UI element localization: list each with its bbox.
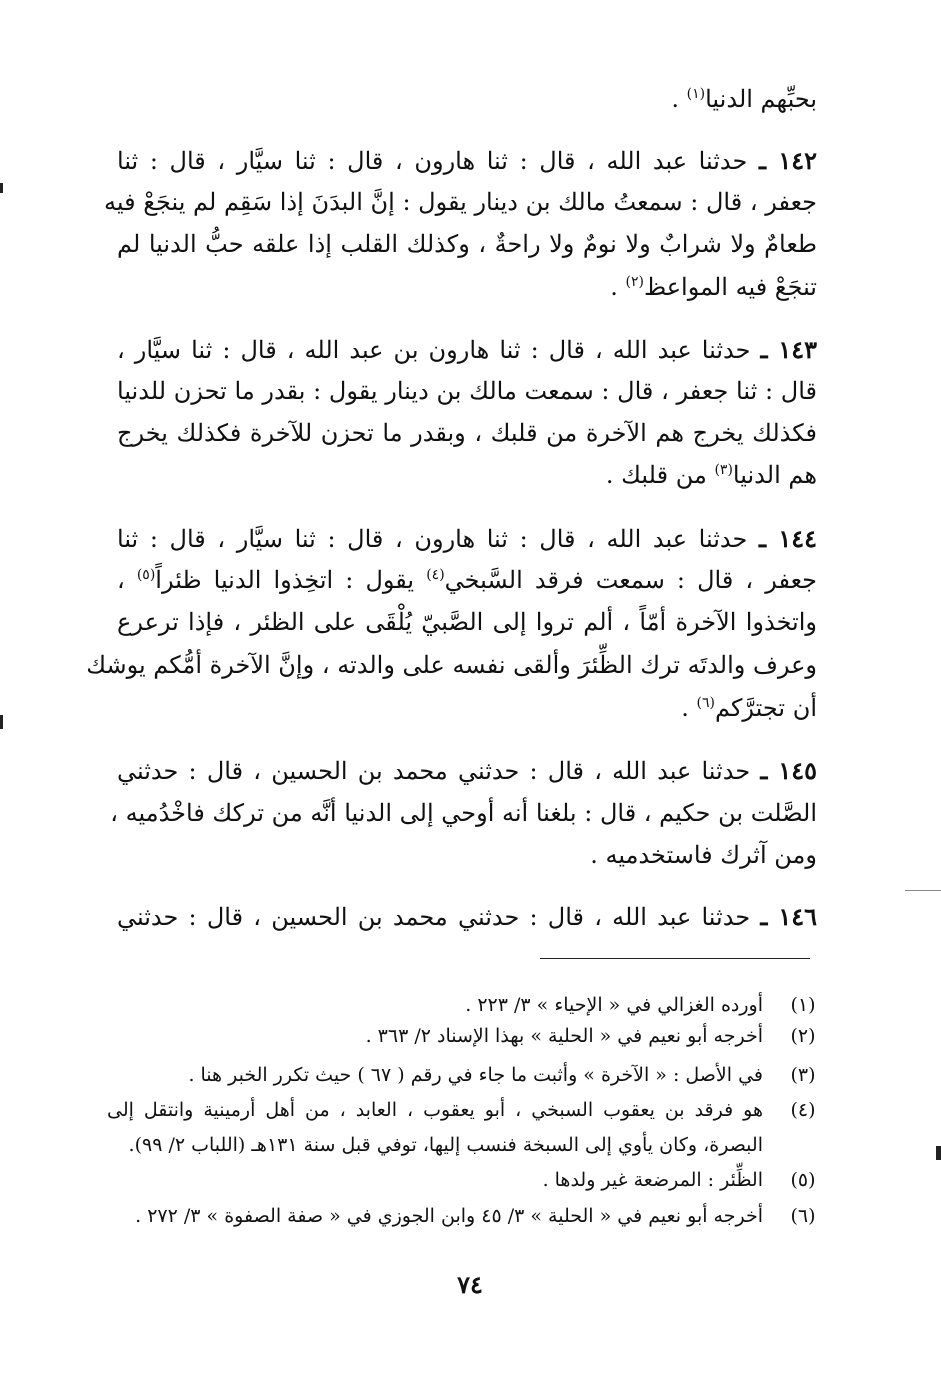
line-text: حدثنا عبد الله ، قال : ثنا هارون بن عبد الله ، قال : ثنا سيَّار ، [117, 336, 751, 364]
footnote-text: في الأصل : « الآخرة » وأثبت ما جاء في رقم ( ٦٧ ) حيث تكرر الخبر هنا . [188, 1064, 763, 1086]
paragraph-number: ١٤٣ ـ [760, 335, 817, 364]
text-line [110, 798, 817, 828]
line-text: حدثنا عبد الله ، قال : ثنا هارون ، قال : ثنا سيَّار ، قال : ثنا [117, 525, 748, 553]
line-text: تنجَعْ فيه المواعظ [643, 273, 817, 301]
scan-mark [0, 715, 3, 729]
text-line [117, 756, 817, 786]
text-line [117, 146, 817, 176]
text-line [117, 229, 817, 259]
line-tail: من قلبك . [605, 461, 715, 489]
paragraph-number: ١٤٢ ـ [758, 146, 817, 175]
footnote-text: الظِّئر : المرضعة غير ولدها . [542, 1169, 763, 1191]
text-line [117, 607, 817, 637]
text-line [86, 650, 817, 680]
scan-mark [0, 183, 3, 193]
text-line [117, 272, 817, 302]
text-line [104, 187, 817, 217]
footnote-ref: (٤) [426, 567, 445, 583]
footnote-number: (٥) [790, 1169, 816, 1191]
line-text: حدثنا عبد الله ، قال : حدثني محمد بن الحسين ، قال : حدثني [117, 903, 751, 931]
line-text: وعرف والدتَه ترك الظِّئرَ وألقى نفسه على والدته ، وإنَّ الآخرة أمُّكم يوشك [86, 651, 817, 679]
line-text: حدثنا عبد الله ، قال : ثنا هارون ، قال : ثنا سيَّار ، قال : ثنا [117, 147, 748, 175]
line-tail: . [671, 85, 687, 113]
line-text: بحبِّهم الدنيا [705, 85, 817, 113]
paragraph-number: ١٤٥ ـ [760, 756, 817, 785]
text-line [117, 840, 817, 870]
line-text: ومن آثرك فاستخدميه . [590, 841, 817, 869]
footnote-ref: (٢) [625, 274, 644, 290]
line-tail: . [610, 273, 626, 301]
footnote-number: (٤) [790, 1099, 816, 1121]
line-text: حدثنا عبد الله ، قال : حدثني محمد بن الحسين ، قال : حدثني [117, 757, 751, 785]
line-tail: ، [117, 566, 137, 594]
line-text: الصَّلت بن حكيم ، قال : بلغنا أنه أوحي إلى الدنيا أنَّه من تركك فاخْدُميه ، [110, 799, 817, 827]
scan-mark [905, 890, 941, 891]
page-number: ٧٤ [457, 1270, 483, 1299]
line-tail: يقول : اتخِذوا الدنيا ظئراً [155, 566, 427, 594]
text-line [117, 524, 817, 554]
footnote-number: (٢) [790, 1025, 816, 1047]
footnote-text: البصرة، وكان يأوي إلى السبخة فنسب إليها، توفي قبل سنة ١٣١هـ (اللباب ٢/ ٩٩). [128, 1134, 763, 1156]
footnote-ref: (٥) [136, 567, 156, 583]
text-line [117, 84, 817, 114]
scan-mark [936, 1146, 941, 1160]
line-text: واتخذوا الآخرة أمّاً ، ألم تروا إلى الصَّبيّ يُلْقَى على الظئر ، فإذا ترعرع [117, 608, 817, 636]
text-line [117, 565, 817, 595]
line-text: جعفر ، قال : سمعتُ مالك بن دينار يقول : إنَّ البدَنَ إذا سَقِم لم ينجَعْ فيه [104, 188, 817, 216]
line-text: أن تجترَّكم [715, 694, 817, 722]
text-line [117, 693, 817, 723]
text-line [117, 418, 817, 448]
text-line [117, 902, 817, 932]
paragraph-number: ١٤٤ ـ [758, 524, 817, 553]
footnote-number: (٣) [790, 1064, 816, 1086]
footnote-number: (٦) [790, 1205, 816, 1227]
footnote-ref: (٣) [714, 462, 733, 478]
line-text: فكذلك يخرج هم الآخرة من قلبك ، وبقدر ما تحزن للآخرة فكذلك يخرج [117, 419, 817, 447]
footnote-number: (١) [790, 994, 816, 1016]
footnote-text: أخرجه أبو نعيم في « الحلية » ٣/ ٤٥ وابن الجوزي في « صفة الصفوة » ٣/ ٢٧٢ . [135, 1205, 763, 1227]
paragraph-number: ١٤٦ ـ [760, 902, 817, 931]
footnote-text: أخرجه أبو نعيم في « الحلية » بهذا الإسناد ٢/ ٣٦٣ . [365, 1025, 763, 1047]
footnote-separator [540, 958, 810, 959]
line-text: طعامٌ ولا شرابٌ ولا نومٌ ولا راحةٌ ، وكذلك القلب إذا علقه حبُّ الدنيا لم [117, 230, 817, 258]
text-line [117, 335, 817, 365]
footnote-text: أورده الغزالي في « الإحياء » ٣/ ٢٢٣ . [465, 994, 763, 1016]
line-tail: . [681, 694, 697, 722]
footnote-text: هو فرقد بن يعقوب السبخي ، أبو يعقوب ، العابد ، من أهل أرمينية وانتقل إلى [107, 1099, 763, 1121]
line-text: جعفر ، قال : سمعت فرقد السَّبخي [444, 566, 818, 594]
text-line [117, 376, 817, 406]
footnote-ref: (١) [686, 86, 706, 102]
line-text: هم الدنيا [732, 461, 817, 489]
text-line [117, 460, 817, 490]
line-text: قال : ثنا جعفر ، قال : سمعت مالك بن دينار يقول : بقدر ما تحزن للدنيا [117, 377, 817, 405]
footnote-ref: (٦) [696, 695, 716, 711]
